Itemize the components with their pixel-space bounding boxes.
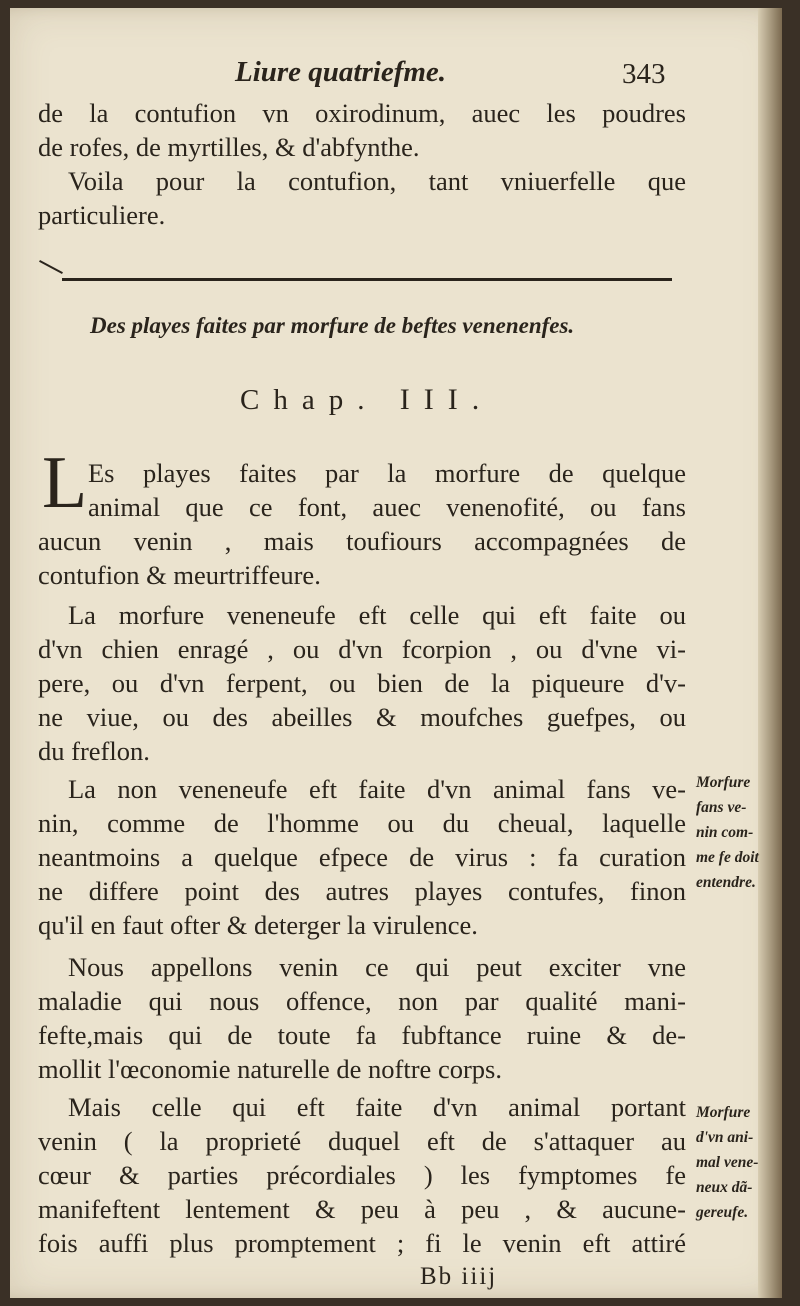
text-line: La morfure veneneufe eft celle qui eft faite ou <box>68 600 686 630</box>
text-line: contufion & meurtriffeure. <box>38 560 321 590</box>
chapter-title: Des playes faites par morfure de beftes venenenfes. <box>90 313 575 338</box>
section-rule <box>62 278 672 281</box>
text-line: particuliere. <box>38 200 166 230</box>
chapter-heading-word: Chap. <box>240 384 379 416</box>
book-page <box>10 8 782 1298</box>
text-line: nin, comme de l'homme ou du cheual, laquelle <box>38 808 686 838</box>
margin-note-1 <box>696 770 780 895</box>
text-line: ne viue, ou des abeilles & moufches guefpes, ou <box>38 702 686 732</box>
margin-note-line: mal vene- <box>696 1154 759 1171</box>
margin-note-line: d'vn ani- <box>696 1129 754 1146</box>
margin-note-line: gereufe. <box>696 1204 749 1221</box>
text-line: ne differe point des autres playes contufes, finon <box>38 876 686 906</box>
text-line: animal que ce font, auec venenofité, ou fans <box>88 492 686 522</box>
text-line: du freflon. <box>38 736 150 766</box>
margin-note-2 <box>696 1100 780 1225</box>
signature-mark: Bb iiij <box>420 1263 498 1290</box>
text-line: d'vn chien enragé , ou d'vn fcorpion , ou d'vne vi- <box>38 634 686 664</box>
margin-note-line: fans ve- <box>696 799 747 816</box>
text-line: pere, ou d'vn ferpent, ou bien de la piqueure d'v- <box>38 668 686 698</box>
text-line: La non veneneufe eft faite d'vn animal fans ve- <box>68 774 686 804</box>
voila-paragraph <box>38 164 686 232</box>
text-line: aucun venin , mais toufiours accompagnées de <box>38 526 686 556</box>
text-line: fefte,mais qui de toute fa fubftance ruine & de- <box>38 1020 686 1050</box>
text-line: de rofes, de myrtilles, & d'abfynthe. <box>38 132 420 162</box>
text-line: Es playes faites par la morfure de quelque <box>88 458 686 488</box>
paragraph-3 <box>38 772 686 942</box>
text-line: Mais celle qui eft faite d'vn animal portant <box>68 1092 686 1122</box>
running-head: Liure quatriefme. <box>235 56 447 88</box>
paragraph-2 <box>38 598 686 768</box>
text-line: de la contufion vn oxirodinum, auec les poudres <box>38 98 686 128</box>
text-line: maladie qui nous offence, non par qualité mani- <box>38 986 686 1016</box>
text-line: manifeftent lentement & peu à peu , & aucune- <box>38 1194 686 1224</box>
text-line: fois auffi plus promptement ; fi le venin eft attiré <box>38 1228 686 1258</box>
page-number: 343 <box>622 58 666 90</box>
margin-note-line: entendre. <box>696 874 756 891</box>
margin-note-line: Morfure <box>696 1104 751 1121</box>
chapter-heading <box>240 383 493 417</box>
margin-note-line: nin com- <box>696 824 754 841</box>
paragraph-5 <box>38 1090 686 1260</box>
text-line: venin ( la proprieté duquel eft de s'attaquer au <box>38 1126 686 1156</box>
text-line: Voila pour la contufion, tant vniuerfelle que <box>68 166 686 196</box>
text-line: neantmoins a quelque efpece de virus : fa curation <box>38 842 686 872</box>
paragraph-1 <box>38 456 686 592</box>
drop-cap: L <box>42 442 88 524</box>
rule-ornament <box>39 260 63 274</box>
text-line: mollit l'œconomie naturelle de noftre corps. <box>38 1054 502 1084</box>
text-line: qu'il en faut ofter & deterger la virulence. <box>38 910 478 940</box>
text-line: Nous appellons venin ce qui peut exciter vne <box>68 952 686 982</box>
margin-note-line: me fe doit <box>696 849 759 866</box>
margin-note-line: Morfure <box>696 774 751 791</box>
paragraph-4 <box>38 950 686 1086</box>
top-paragraph <box>38 96 686 164</box>
text-line: cœur & parties précordiales ) les fymptomes fe <box>38 1160 686 1190</box>
chapter-heading-number: III. <box>399 383 494 416</box>
margin-note-line: neux dã- <box>696 1179 753 1196</box>
